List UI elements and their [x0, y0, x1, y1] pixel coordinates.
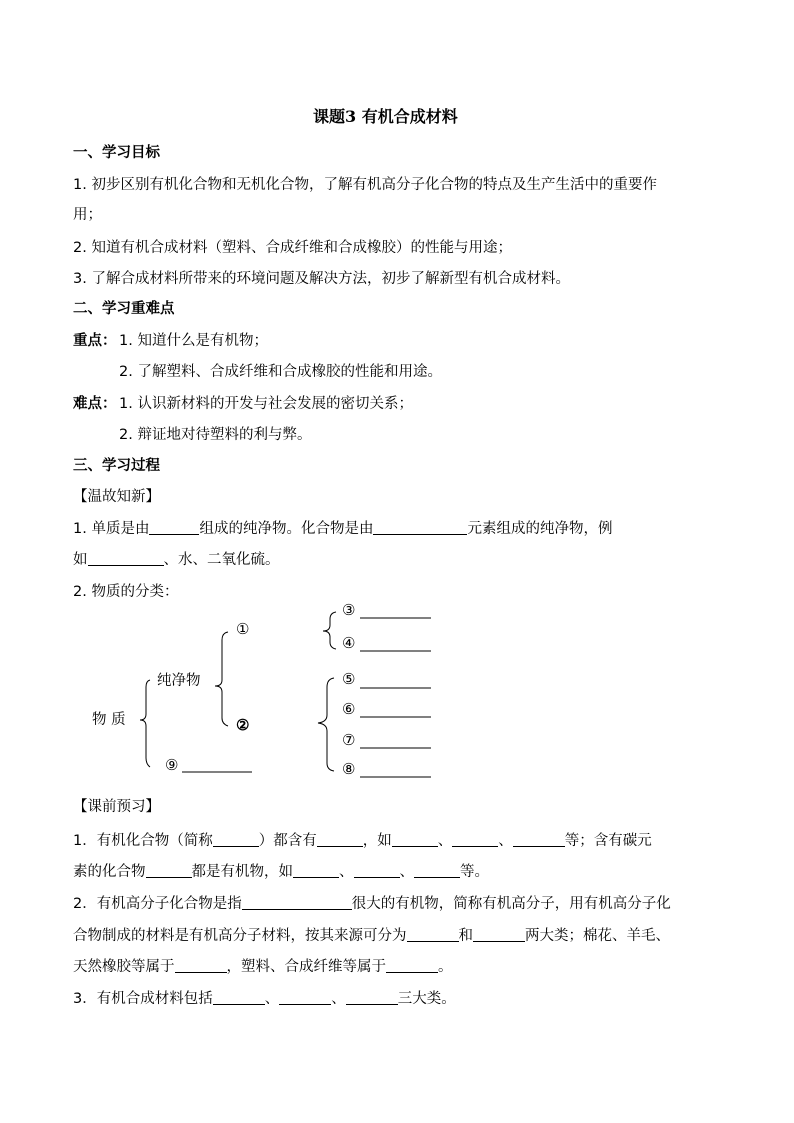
key-point-2: 2. 了解塑料、合成纤维和合成橡胶的性能和用途。: [119, 364, 442, 380]
answer-blank[interactable]: [175, 959, 227, 973]
preview-question-1-line-2: 素的化合物 都是有机物，如 、 、 等。: [73, 864, 489, 880]
diagram-node-9: ⑨: [165, 756, 179, 774]
diagram-node-1: ①: [236, 620, 250, 638]
page-title: 课题3 有机合成材料: [313, 107, 458, 126]
diagram-node-7: ⑦: [342, 731, 356, 749]
preview-heading: 【课前预习】: [73, 799, 160, 815]
difficulty-label: 难点：: [73, 396, 117, 412]
answer-blank[interactable]: [392, 833, 438, 847]
answer-blank[interactable]: [346, 991, 398, 1005]
key-point-1: 1. 知道什么是有机物；: [119, 333, 268, 349]
answer-blank[interactable]: [317, 833, 363, 847]
preview-question-2-line-1: 2．有机高分子化合物是指 很大的有机物，简称有机高分子，用有机高分子化: [73, 896, 671, 912]
diagram-node-2: ②: [236, 716, 250, 734]
preview-question-1-line-1: 1．有机化合物（简称 ）都含有 ，如 、 、 等；含有碳元: [73, 833, 652, 849]
diagram-root-matter: 物 质: [92, 712, 126, 728]
diagram-node-8: ⑧: [342, 760, 356, 778]
section-heading-process: 三、学习过程: [73, 458, 160, 474]
review-question-1-line-2: 如 、水、二氧化硫。: [73, 552, 280, 568]
difficulty-1: 1. 认识新材料的开发与社会发展的密切关系；: [119, 396, 413, 412]
answer-blank[interactable]: [407, 928, 459, 942]
answer-blank[interactable]: [513, 833, 565, 847]
answer-blank[interactable]: [213, 991, 265, 1005]
key-label: 重点：: [73, 333, 117, 349]
section-heading-key-points: 二、学习重难点: [73, 301, 175, 317]
review-question-1-line-1: 1. 单质是由 组成的纯净物。化合物是由 元素组成的纯净物，例: [73, 521, 613, 537]
diagram-pure-substance: 纯净物: [157, 673, 201, 689]
objective-1-line-2: 用；: [73, 207, 102, 223]
diagram-node-4: ④: [342, 634, 356, 652]
preview-question-2-line-3: 天然橡胶等属于 ，塑料、合成纤维等属于 。: [73, 959, 453, 975]
answer-blank[interactable]: [213, 833, 259, 847]
answer-blank[interactable]: [293, 864, 339, 878]
answer-blank[interactable]: [473, 928, 525, 942]
review-heading: 【温故知新】: [73, 489, 160, 505]
preview-question-3: 3．有机合成材料包括 、 、 三大类。: [73, 991, 456, 1007]
answer-blank[interactable]: [414, 864, 460, 878]
difficulty-2: 2. 辩证地对待塑料的利与弊。: [119, 427, 312, 443]
review-question-2: 2. 物质的分类：: [73, 584, 179, 600]
objective-3: 3. 了解合成材料所带来的环境问题及解决方法，初步了解新型有机合成材料。: [73, 271, 570, 287]
objective-1-line-1: 1. 初步区别有机化合物和无机化合物，了解有机高分子化合物的特点及生产生活中的重要作: [73, 177, 657, 193]
preview-question-2-line-2: 合物制成的材料是有机高分子材料，按其来源可分为 和 两大类；棉花、羊毛、: [73, 928, 670, 944]
answer-blank[interactable]: [452, 833, 498, 847]
objective-2: 2. 知道有机合成材料（塑料、合成纤维和合成橡胶）的性能与用途；: [73, 240, 512, 256]
answer-blank[interactable]: [386, 959, 438, 973]
diagram-node-5: ⑤: [342, 670, 356, 688]
answer-blank[interactable]: [242, 896, 352, 910]
diagram-node-3: ③: [342, 601, 356, 619]
diagram-node-6: ⑥: [342, 700, 356, 718]
answer-blank[interactable]: [146, 864, 192, 878]
answer-blank[interactable]: [279, 991, 331, 1005]
section-heading-objectives: 一、学习目标: [73, 145, 160, 161]
answer-blank[interactable]: [354, 864, 400, 878]
